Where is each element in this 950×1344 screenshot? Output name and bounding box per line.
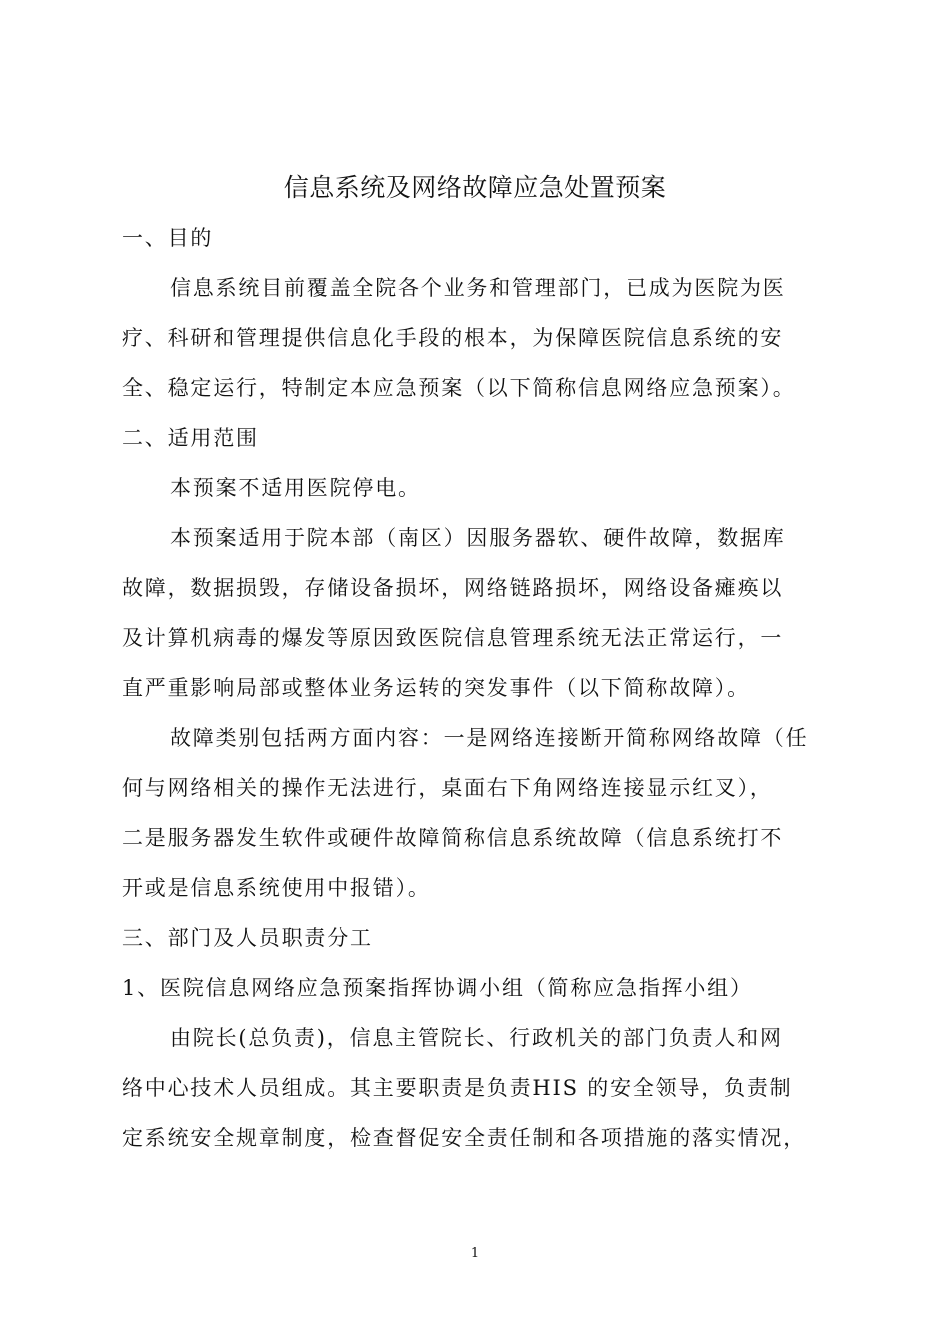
- paragraph-line: 络中心技术人员组成。其主要职责是负责HIS 的安全领导，负责制: [122, 1076, 793, 1100]
- paragraph-line: 本预案不适用医院停电。: [170, 476, 421, 500]
- paragraph-line: 开或是信息系统使用中报错）。: [122, 876, 431, 900]
- section-heading-scope: 二、适用范围: [122, 426, 259, 450]
- paragraph-line: 由院长(总负责)，信息主管院长、行政机关的部门负责人和网: [170, 1026, 783, 1050]
- subsection-heading: 1、医院信息网络应急预案指挥协调小组（简称应急指挥小组）: [122, 976, 753, 1000]
- paragraph-line: 定系统安全规章制度，检查督促安全责任制和各项措施的落实情况，: [122, 1126, 806, 1150]
- paragraph-line: 二是服务器发生软件或硬件故障简称信息系统故障（信息系统打不: [122, 826, 784, 850]
- paragraph-line: 故障类别包括两方面内容：一是网络连接断开简称网络故障（任: [170, 726, 809, 750]
- document-title: 信息系统及网络故障应急处置预案: [283, 173, 667, 202]
- paragraph-line: 本预案适用于院本部（南区）因服务器软、硬件故障，数据库: [170, 526, 786, 550]
- paragraph-line: 故障，数据损毁，存储设备损坏，网络链路损坏，网络设备瘫痪以: [122, 576, 784, 600]
- paragraph-line: 何与网络相关的操作无法进行，桌面右下角网络连接显示红叉），: [122, 776, 773, 800]
- paragraph-line: 信息系统目前覆盖全院各个业务和管理部门，已成为医院为医: [170, 276, 786, 300]
- section-heading-purpose: 一、目的: [122, 226, 214, 250]
- paragraph-line: 直严重影响局部或整体业务运转的突发事件（以下简称故障）。: [122, 676, 750, 700]
- paragraph-line: 及计算机病毒的爆发等原因致医院信息管理系统无法正常运行，一: [122, 626, 784, 650]
- page-number: 1: [470, 1246, 480, 1261]
- paragraph-line: 全、稳定运行，特制定本应急预案（以下简称信息网络应急预案）。: [122, 376, 796, 400]
- paragraph-line: 疗、科研和管理提供信息化手段的根本，为保障医院信息系统的安: [122, 326, 784, 350]
- section-heading-responsibilities: 三、部门及人员职责分工: [122, 926, 373, 950]
